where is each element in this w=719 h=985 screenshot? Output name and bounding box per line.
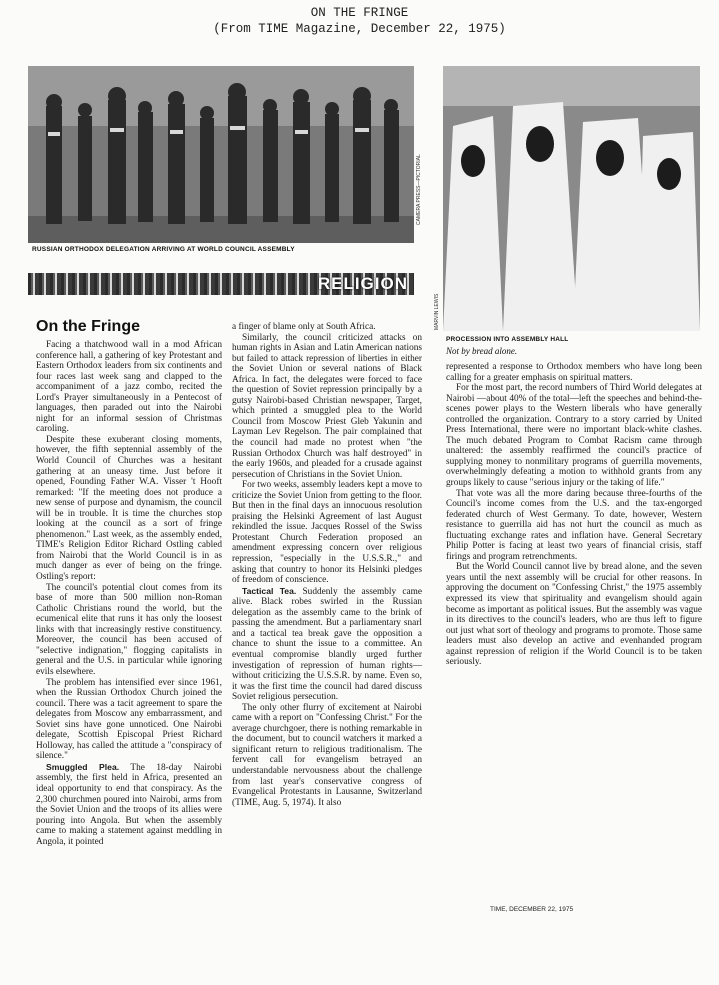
paragraph: Similarly, the council criticized attacks on human rights in Asian and Latin American nations but failed to attack repression of liberties in either the Soviet Union or several nations of Black Africa. In fact, the delegates were forced to face the question of Soviet repression principally by a gutsy Nairobi-based Christian newspaper, Target, which printed a smuggled plea to the World Council from Moscow Priest Gleb Yakunin and Layman Lev Regelson. The pair complained that the council had made no protest when "the Russian Orthodox Church was half destroyed" in the early 1960s, and pleaded for a crusade against persecution of Christians in the Soviet Union. — [232, 332, 422, 480]
right-photo-credit: MARVIN LEWIS — [434, 293, 440, 330]
source-line: (From TIME Magazine, December 22, 1975) — [213, 22, 506, 36]
delegation-photo — [28, 66, 414, 243]
paragraph: For two weeks, assembly leaders kept a move to criticize the Soviet Union from getting to the floor. But then in the final days an innocuous resolution praising the Helsinki Agreement of last August rekindled the issue. Jacques Rossel of the Swiss Protestant Church Federation proposed an amendment expressing concern over religious repression, "especially in the U.S.S.R.," and asking that country to honor its Helsinki pledges of freedom of conscience. — [232, 480, 422, 586]
paragraph: But the World Council cannot live by bread alone, and the seven years until the next assembly will be crucial for other reasons. In approving the document on "Confessing Christ," the 1975 assembly expressed its view that spirituality and evangelism should again become as important as political issues. But the assembly was vague in its directives to the council's leaders, who are thus left to figure out just what sort of theology and programs to promote. Those same leaders must also develop an active and evenhanded program against repression of religion if the World Council is to be taken seriously. — [446, 562, 702, 668]
subhead-smuggled-plea: Smuggled Plea. — [46, 761, 120, 772]
paragraph: The council's potential clout comes from its base of more than 500 million non-Roman Catholic Christians round the world, but the ecumenical elite that runs it has only the loosest links with that increasingly restive constituency. Moreover, the council has been accused of "selective indignation," flogging capitalists in general and the U.S. in particular while ignoring evils elsewhere. — [36, 582, 222, 677]
paragraph: represented a response to Orthodox members who have long been calling for a greater emphasis on spiritual matters. — [446, 362, 702, 383]
page-folio: TIME, DECEMBER 22, 1975 — [490, 906, 574, 913]
subhead-tactical-tea: Tactical Tea. — [242, 585, 297, 596]
section-label: RELIGION — [317, 274, 408, 293]
article-column-3 — [446, 362, 702, 668]
paragraph — [232, 586, 422, 703]
paragraph: The problem has intensified ever since 1961, when the Russian Orthodox Church joined the council. There was a tacit agreement to spare the delegates from Moscow any embarrassment, and Soviet sins have gone unnoticed. One Nairobi delegate, Scottish Episcopal Priest Richard Holloway, has called the attitude a "conspiracy of silence." — [36, 677, 222, 762]
paragraph: For the most part, the record numbers of Third World delegates at Nairobi —about 40% of the total—left the speeches and behind-the-scenes power plays to the Western liberals who have generally controlled the organization. Contrary to a story carried by United Press International, there were no important black-white clashes. The much debated Program to Combat Racism came through unaltered: the assembly reaffirmed the council's practice of supplying money to nonmilitary programs of guerrilla movements, overwhelmingly defeating a motion to withhold grants from any groups likely to cause "serious injury or the taking of life." — [446, 383, 702, 489]
article-headline: On the Fringe — [36, 318, 140, 335]
paragraph-text: Suddenly the assembly came alive. Black robes swirled in the Russian delegation as the assembly came to the brink of passing the amendment. But a parliamentary snarl and a tactical tea break gave the opposition a chance to shunt the issue to a committee. An eventual compromise blandly urged further investigation of repression of human rights—without criticizing the U.S.S.R. by name. Even so, it was the first time the council had dared discuss Soviet religious persecution. — [232, 586, 422, 703]
paragraph: Facing a thatchwood wall in a mod African conference hall, a gathering of key Protestant and Eastern Orthodox leaders from six continents and four races last week sang and clapped to the accompaniment of a jazz combo, recited the Lord's Prayer simultaneously in a Pentecost of languages, then paraded out into the Nairobi night for an informal session of Christmas caroling. — [36, 340, 222, 435]
left-photo-caption: RUSSIAN ORTHODOX DELEGATION ARRIVING AT WORLD COUNCIL ASSEMBLY — [32, 246, 295, 253]
paragraph-text: The 18-day Nairobi assembly, the first held in Africa, presented an ideal opportunity to end that conspiracy. As the 2,300 churchmen poured into Nairobi, arms from the Soviet Union and the troops of its allies were pouring into Angola. But when the assembly came to making a statement against meddling in Angola, it pointed — [36, 762, 222, 847]
section-banner — [28, 273, 414, 295]
article-column-2 — [232, 322, 422, 808]
left-photo-credit: CAMERA PRESS—PICTORIAL — [416, 154, 422, 225]
paragraph: a finger of blame only at South Africa. — [232, 322, 376, 332]
right-photo-caption: PROCESSION INTO ASSEMBLY HALL — [446, 336, 569, 343]
procession-photo — [443, 66, 700, 331]
paragraph: That vote was all the more daring because three-fourths of the Council's income comes from the U.S. and the tax-engorged federated church of West Germany. To date, however, Western resistance to guerrilla aid has not hurt the council as much as fluctuating exchange rates and inflation have. General Secretary Philip Potter is facing at least two years of financial crisis, staff firings and program retrenchments. — [446, 488, 702, 562]
paragraph: Despite these exuberant closing moments, however, the fifth septennial assembly of the World Council of Churches was a hesitant gathering at an uneasy time. Just before it opened, Founding Father W.A. Visser 't Hooft remarked: "If the meeting does not produce a new sense of purpose and dynamism, the council will be in trouble. It is time the churches stop looking at the council as a sort of fringe phenomenon." Last week, as the assembly ended, TIME's Religion Editor Richard Ostling cabled from Nairobi that the World Council is in as much danger as ever of being on the fringe. Ostling's report: — [36, 434, 222, 583]
paragraph — [36, 762, 222, 847]
article-column-1 — [36, 340, 222, 847]
page-title: ON THE FRINGE — [310, 6, 409, 20]
paragraph: The only other flurry of excitement at Nairobi came with a report on "Confessing Christ." For the average churchgoer, there is nothing remarkable in the document, but to council watchers it marked a significant return to religious traditionalism. The fervent call for evangelism betrayed an understandable nervousness about the challenge from last year's conservative congress of Evangelical Protestants in Lausanne, Switzerland (TIME, Aug. 5, 1974). It also — [232, 702, 422, 808]
right-photo-subcaption: Not by bread alone. — [446, 346, 518, 356]
